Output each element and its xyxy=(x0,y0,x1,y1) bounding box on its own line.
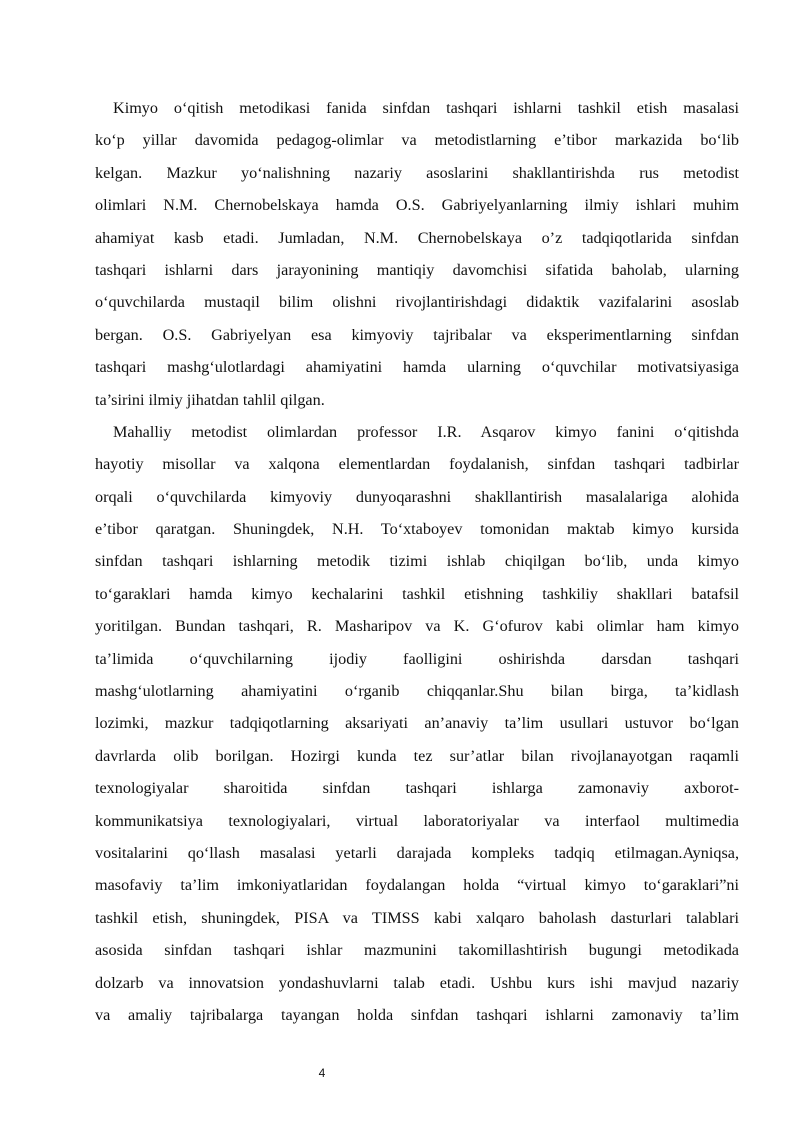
text-line: masofaviy ta’lim imkoniyatlaridan foydalangan holda “virtual kimyo to‘garaklari”ni xyxy=(95,876,739,895)
text-line: texnologiyalar sharoitida sinfdan tashqari ishlarga zamonaviy axborot- xyxy=(95,779,739,798)
text-line: olimlari N.M. Chernobelskaya hamda O.S. Gabriyelyanlarning ilmiy ishlari muhim xyxy=(95,196,739,215)
text-line: asosida sinfdan tashqari ishlar mazmunini takomillashtirish bugungi metodikada xyxy=(95,941,739,960)
text-line: ahamiyat kasb etadi. Jumladan, N.M. Chernobelskaya o’z tadqiqotlarida sinfdan xyxy=(95,228,739,247)
text-line: Kimyo o‘qitish metodikasi fanida sinfdan tashqari ishlarni tashkil etish masalasi xyxy=(113,99,739,117)
text-line: lozimki, mazkur tadqiqotlarning aksariyati an’anaviy ta’lim usullari ustuvor bo‘lgan xyxy=(95,714,739,733)
text-line: hayotiy misollar va xalqona elementlardan foydalanish, sinfdan tashqari tadbirlar xyxy=(95,455,739,474)
paragraph xyxy=(95,416,739,1031)
text-line: tashkil etish, shuningdek, PISA va TIMSS kabi xalqaro baholash dasturlari talablari xyxy=(95,908,739,927)
page-number: 4 xyxy=(318,1066,326,1080)
text-line: yoritilgan. Bundan tashqari, R. Masharipov va K. G‘ofurov kabi olimlar ham kimyo xyxy=(95,617,739,636)
body-text xyxy=(95,92,739,1031)
text-line: dolzarb va innovatsion yondashuvlarni talab etadi. Ushbu kurs ishi mavjud nazariy xyxy=(95,973,739,992)
text-line: vositalarini qo‘llash masalasi yetarli darajada kompleks tadqiq etilmagan.Ayniqsa, xyxy=(95,843,739,862)
text-line: tashqari mashg‘ulotlardagi ahamiyatini hamda ularning o‘quvchilar motivatsiyasiga xyxy=(95,358,739,377)
text-line: davrlarda olib borilgan. Hozirgi kunda tez sur’atlar bilan rivojlanayotgan raqamli xyxy=(95,746,739,765)
text-line: va amaliy tajribalarga tayangan holda sinfdan tashqari ishlarni zamonaviy ta’lim xyxy=(95,1005,739,1024)
text-line: o‘quvchilarda mustaqil bilim olishni rivojlantirishdagi didaktik vazifalarini asoslab xyxy=(95,293,739,312)
text-line: Mahalliy metodist olimlardan professor I.R. Asqarov kimyo fanini o‘qitishda xyxy=(113,422,739,441)
text-line: bergan. O.S. Gabriyelyan esa kimyoviy tajribalar va eksperimentlarning sinfdan xyxy=(95,325,739,344)
text-line: e’tibor qaratgan. Shuningdek, N.H. To‘xtaboyev tomonidan maktab kimyo kursida xyxy=(95,520,739,539)
text-line: to‘garaklari hamda kimyo kechalarini tashkil etishning tashkiliy shakllari batafsil xyxy=(95,584,739,603)
text-line: ko‘p yillar davomida pedagog-olimlar va metodistlarning e’tibor markazida bo‘lib xyxy=(95,131,739,150)
text-line: kommunikatsiya texnologiyalari, virtual laboratoriyalar va interfaol multimedia xyxy=(95,811,739,830)
text-line: kelgan. Mazkur yo‘nalishning nazariy asoslarini shakllantirishda rus metodist xyxy=(95,163,739,182)
text-line: ta’sirini ilmiy jihatdan tahlil qilgan. xyxy=(95,390,325,409)
paragraph xyxy=(95,92,739,416)
text-line: mashg‘ulotlarning ahamiyatini o‘rganib chiqqanlar.Shu bilan birga, ta’kidlash xyxy=(95,682,739,701)
text-line: tashqari ishlarni dars jarayonining mantiqiy davomchisi sifatida baholab, ularning xyxy=(95,260,739,279)
text-line: orqali o‘quvchilarda kimyoviy dunyoqarashni shakllantirish masalalariga alohida xyxy=(95,487,739,506)
text-line: ta’limida o‘quvchilarning ijodiy faolligini oshirishda darsdan tashqari xyxy=(95,649,739,668)
text-line: sinfdan tashqari ishlarning metodik tizimi ishlab chiqilgan bo‘lib, unda kimyo xyxy=(95,552,739,571)
